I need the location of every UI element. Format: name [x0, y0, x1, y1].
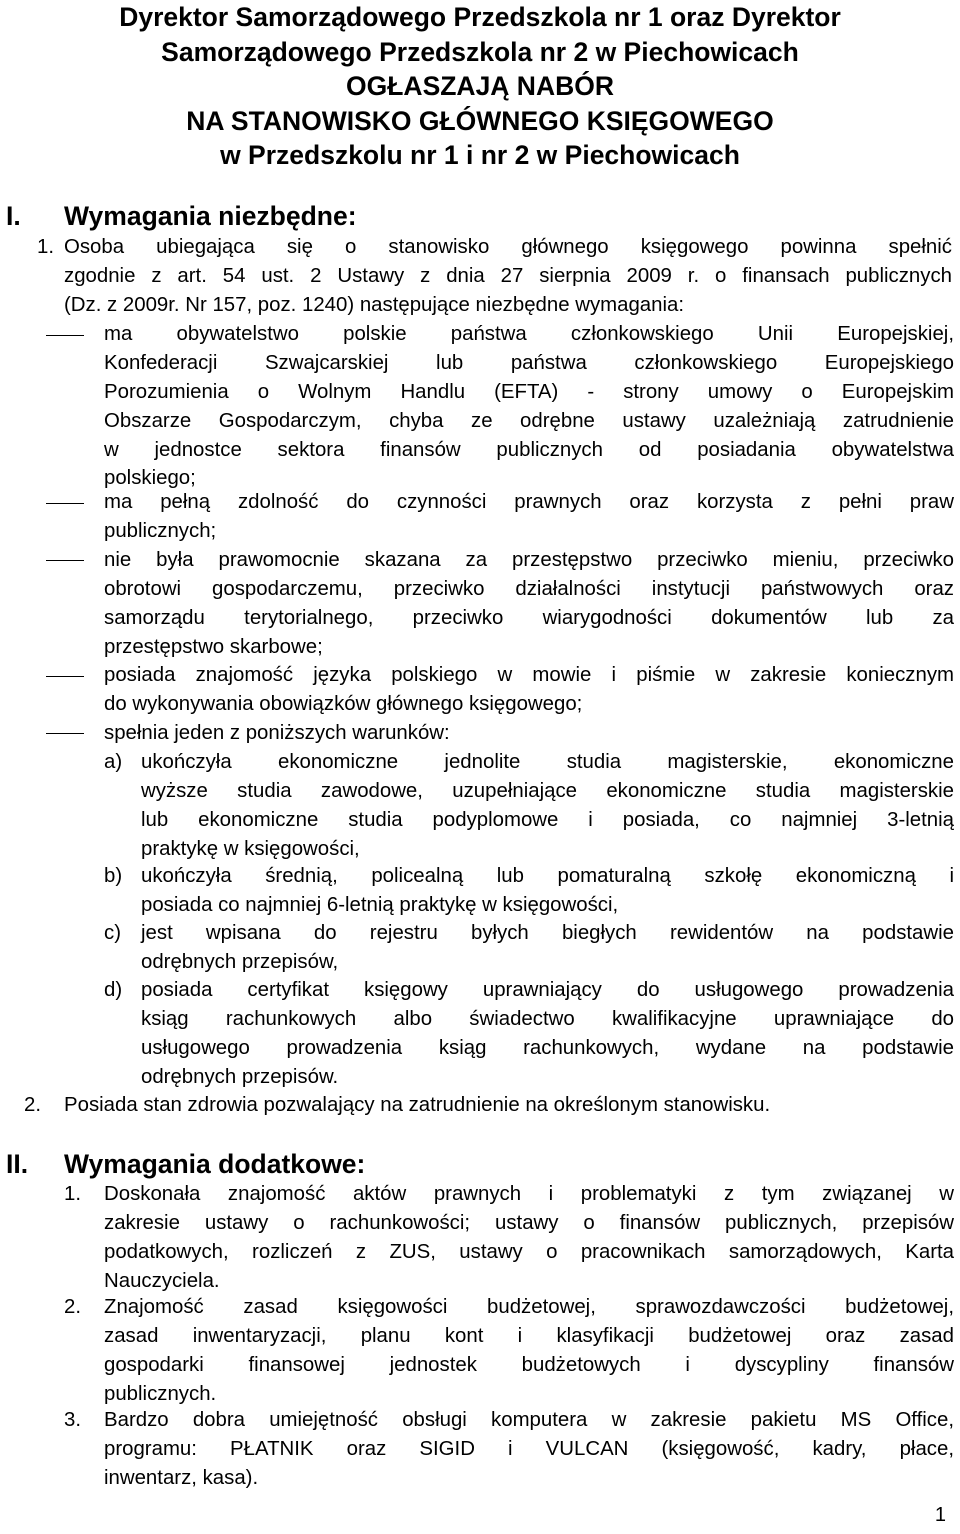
condition-paragraph [141, 919, 954, 977]
bullet-paragraph [104, 661, 954, 719]
paragraph-line: przestępstwo skarbowe; [104, 635, 323, 658]
paragraph-line: Posiada stan zdrowia pozwalający na zatrudnienie na określonym stanowisku. [64, 1094, 771, 1116]
page-number: 1 [934, 1504, 946, 1526]
dash-bullet [46, 503, 84, 504]
bullet-paragraph [104, 320, 954, 493]
item-paragraph [104, 1406, 954, 1493]
paragraph-line: (Dz. z 2009r. Nr 157, poz. 1240) następujące niezbędne wymagania: [64, 293, 685, 316]
paragraph-line: ukończyła średnią, policealną lub pomaturalną szkołę ekonomiczną i [141, 865, 954, 887]
bullet-paragraph [104, 488, 954, 546]
title-line: Samorządowego Przedszkola nr 2 w Piechowicach [161, 36, 799, 67]
bullet-paragraph [104, 719, 954, 748]
condition-paragraph [141, 862, 954, 920]
condition-paragraph [141, 748, 954, 864]
paragraph-line: zasad inwentaryzacji, planu kont i klasyfikacji budżetowej oraz zasad [104, 1324, 954, 1347]
condition-label: a) [104, 751, 123, 773]
bullet-paragraph [104, 546, 954, 662]
paragraph-line: Porozumienia o Wolnym Handlu (EFTA) - strony umowy o Europejskim [104, 380, 954, 403]
paragraph-line: samorządu terytorialnego, przeciwko wiarygodności dokumentów lub za [104, 606, 954, 629]
paragraph-line: do wykonywania obowiązków głównego księgowego; [104, 692, 583, 715]
paragraph-line: Osoba ubiegająca się o stanowisko głównego księgowego powinna spełnić [64, 236, 952, 258]
paragraph-line: zgodnie z art. 54 ust. 2 Ustawy z dnia 27 sierpnia 2009 r. o finansach publicznych [64, 264, 952, 287]
condition-label: d) [104, 979, 123, 1001]
paragraph-line: ma obywatelstwo polskie państwa członkowskiego Unii Europejskiej, [104, 323, 954, 345]
paragraph-line: obrotowi gospodarczemu, przeciwko działalności instytucji państwowych oraz [104, 577, 954, 600]
dash-bullet [46, 676, 84, 677]
condition-label: b) [104, 865, 123, 887]
item-paragraph [104, 1180, 954, 1296]
paragraph-line: lub ekonomiczne studia podyplomowe i posiada, co najmniej 3-letnią [141, 808, 954, 831]
paragraph-line: wyższe studia zawodowe, uzupełniające ekonomiczne studia magisterskie [141, 779, 954, 802]
paragraph-line: praktykę w księgowości, [141, 837, 360, 860]
paragraph-line: Obszarze Gospodarczym, chyba ze odrębne ustawy uzależniają zatrudnienie [104, 409, 954, 432]
section-number: I. [6, 201, 21, 231]
paragraph-line: ksiąg rachunkowych albo świadectwo kwalifikacyjne uprawniające do [141, 1007, 954, 1030]
paragraph-line: posiada certyfikat księgowy uprawniający do usługowego prowadzenia [141, 979, 954, 1001]
paragraph-line: Bardzo dobra umiejętność obsługi komputera w zakresie pakietu MS Office, [104, 1409, 954, 1431]
dash-bullet [46, 335, 84, 336]
paragraph-line: zakresie ustawy o rachunkowości; ustawy o finansów publicznych, przepisów [104, 1211, 954, 1234]
item-paragraph [104, 1293, 954, 1409]
paragraph-line: odrębnych przepisów, [141, 950, 339, 973]
condition-label: c) [104, 922, 121, 944]
paragraph-line: Nauczyciela. [104, 1269, 220, 1292]
item-number: 3. [64, 1409, 82, 1431]
paragraph-line: nie była prawomocnie skazana za przestępstwo przeciwko mieniu, przeciwko [104, 549, 954, 571]
item-number: 1. [37, 236, 55, 258]
section-title: Wymagania dodatkowe: [64, 1149, 366, 1179]
paragraph-line: publicznych; [104, 519, 217, 542]
item-number: 1. [64, 1183, 82, 1205]
paragraph-line: spełnia jeden z poniższych warunków: [104, 722, 450, 744]
paragraph-line: Doskonała znajomość aktów prawnych i problematyki z tym związanej w [104, 1183, 954, 1205]
title-line: Dyrektor Samorządowego Przedszkola nr 1 oraz Dyrektor [119, 2, 841, 32]
paragraph-line: inwentarz, kasa). [104, 1466, 259, 1489]
paragraph-line: ma pełną zdolność do czynności prawnych oraz korzysta z pełni praw [104, 491, 954, 513]
paragraph-line: odrębnych przepisów. [141, 1065, 339, 1088]
paragraph-line: posiada znajomość języka polskiego w mowie i piśmie w zakresie koniecznym [104, 664, 954, 686]
paragraph-line: gospodarki finansowej jednostek budżetowych i dyscypliny finansów [104, 1353, 954, 1376]
item-number: 2. [24, 1094, 42, 1116]
paragraph-line: ukończyła ekonomiczne jednolite studia magisterskie, ekonomiczne [141, 751, 954, 773]
paragraph-line: programu: PŁATNIK oraz SIGID i VULCAN (księgowość, kadry, płace, [104, 1437, 954, 1460]
item-number: 2. [64, 1296, 82, 1318]
title-line: OGŁASZAJĄ NABÓR [346, 71, 614, 101]
title-line: NA STANOWISKO GŁÓWNEGO KSIĘGOWEGO [186, 105, 774, 136]
item-paragraph [64, 1091, 952, 1120]
paragraph-line: publicznych. [104, 1382, 217, 1405]
condition-paragraph [141, 976, 954, 1092]
paragraph-line: Znajomość zasad księgowości budżetowej, sprawozdawczości budżetowej, [104, 1296, 954, 1318]
paragraph-line: Konfederacji Szwajcarskiej lub państwa członkowskiego Europejskiego [104, 351, 954, 374]
document-title [0, 0, 960, 173]
paragraph-line: jest wpisana do rejestru byłych biegłych rewidentów na podstawie [141, 922, 954, 944]
item-paragraph [64, 233, 952, 320]
paragraph-line: polskiego; [104, 467, 196, 490]
paragraph-line: w jednostce sektora finansów publicznych od posiadania obywatelstwa [104, 438, 954, 461]
paragraph-line: posiada co najmniej 6-letnią praktykę w księgowości, [141, 893, 619, 916]
section-number: II. [6, 1149, 29, 1179]
paragraph-line: podatkowych, rozliczeń z ZUS, ustawy o pracownikach samorządowych, Karta [104, 1240, 954, 1263]
section-title: Wymagania niezbędne: [64, 201, 357, 231]
title-line: w Przedszkolu nr 1 i nr 2 w Piechowicach [220, 140, 740, 170]
paragraph-line: usługowego prowadzenia ksiąg rachunkowych, wydane na podstawie [141, 1036, 954, 1059]
dash-bullet [46, 560, 84, 561]
dash-bullet [46, 733, 84, 734]
